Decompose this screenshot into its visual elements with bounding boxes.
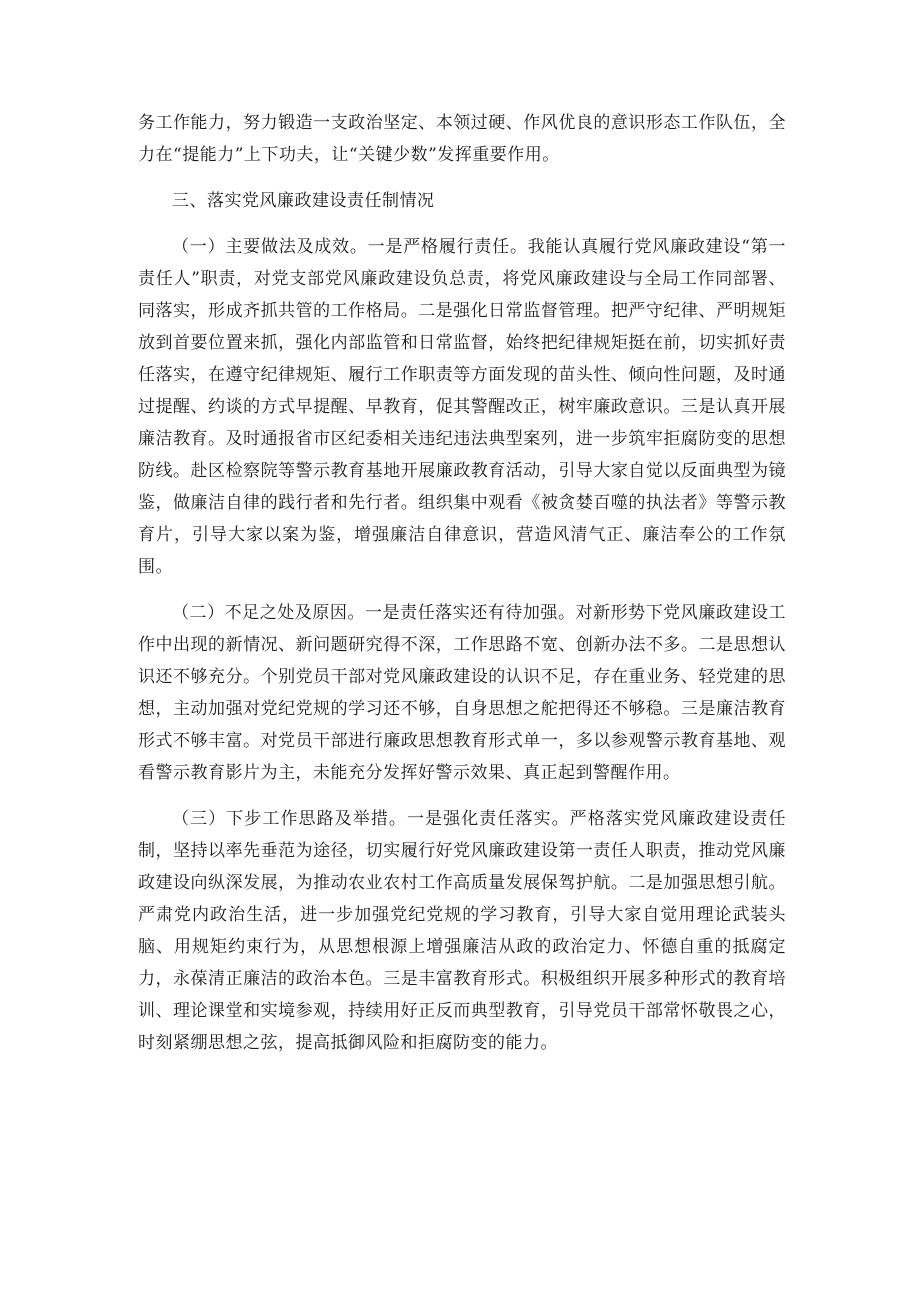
paragraph-next-steps: （三）下步工作思路及举措。一是强化责任落实。严格落实党风廉政建设责任制，坚持以率先垂范为途径，切实履行好党风廉政建设第一责任人职责，推动党风廉政建设向纵深发展，为推动农业农村工作高质量发展保驾护航。二是加强思想引航。严肃党内政治生活，进一步加强党纪党规的学习教育，引导大家自觉用理论武装头脑、用规矩约束行为，从思想根源上增强廉洁从政的政治定力、怀德自重的抵腐定力，永葆清正廉洁的政治本色。三是丰富教育形式。积极组织开展多种形式的教育培训、理论课堂和实境参观，持续用好正反而典型教育，引导党员干部常怀敬畏之心，时刻紧绷思想之弦，提高抵御风险和拒腐防变的能力。	[138, 809, 786, 1053]
paragraph-shortcomings: （二）不足之处及原因。一是责任落实还有待加强。对新形势下党风廉政建设工作中出现的新情况、新问题研究得不深，工作思路不宽、创新办法不多。二是思想认识还不够充分。个别党员干部对党风廉政建设的认识不足，存在重业务、轻党建的思想，主动加强对党纪党规的学习还不够，自身思想之舵把得还不够稳。三是廉洁教育形式不够丰富。对党员干部进行廉政思想教育形式单一，多以参观警示教育基地、观看警示教育影片为主，未能充分发挥好警示效果、真正起到警醒作用。	[138, 603, 786, 783]
paragraph-practices: （一）主要做法及成效。一是严格履行责任。我能认真履行党风廉政建设“第一责任人”职责，对党支部党风廉政建设负总责，将党风廉政建设与全局工作同部署、同落实，形成齐抓共管的工作格局。二是强化日常监督管理。把严守纪律、严明规矩放到首要位置来抓，强化内部监管和日常监督，始终把纪律规矩挺在前，切实抓好责任落实，在遵守纪律规矩、履行工作职责等方面发现的苗头性、倾向性问题，及时通过提醒、约谈的方式早提醒、早教育，促其警醒改正，树牢廉政意识。三是认真开展廉洁教育。及时通报省市区纪委相关违纪违法典型案列，进一步筑牢拒腐防变的思想防线。赴区检察院等警示教育基地开展廉政教育活动，引导大家自觉以反面典型为镜鉴，做廉洁自律的践行者和先行者。组织集中观看《被贪婪百噬的执法者》等警示教育片，引导大家以案为鉴，增强廉洁自律意识，营造风清气正、廉洁奉公的工作氛围。	[138, 237, 786, 577]
document-page	[138, 107, 786, 1073]
continuation-paragraph: 务工作能力，努力锻造一支政治坚定、本领过硬、作风优良的意识形态工作队伍，全力在“提能力”上下功夫，让“关键少数”发挥重要作用。	[138, 113, 786, 165]
section-heading: 三、落实党风廉政建设责任制情况	[172, 191, 435, 211]
